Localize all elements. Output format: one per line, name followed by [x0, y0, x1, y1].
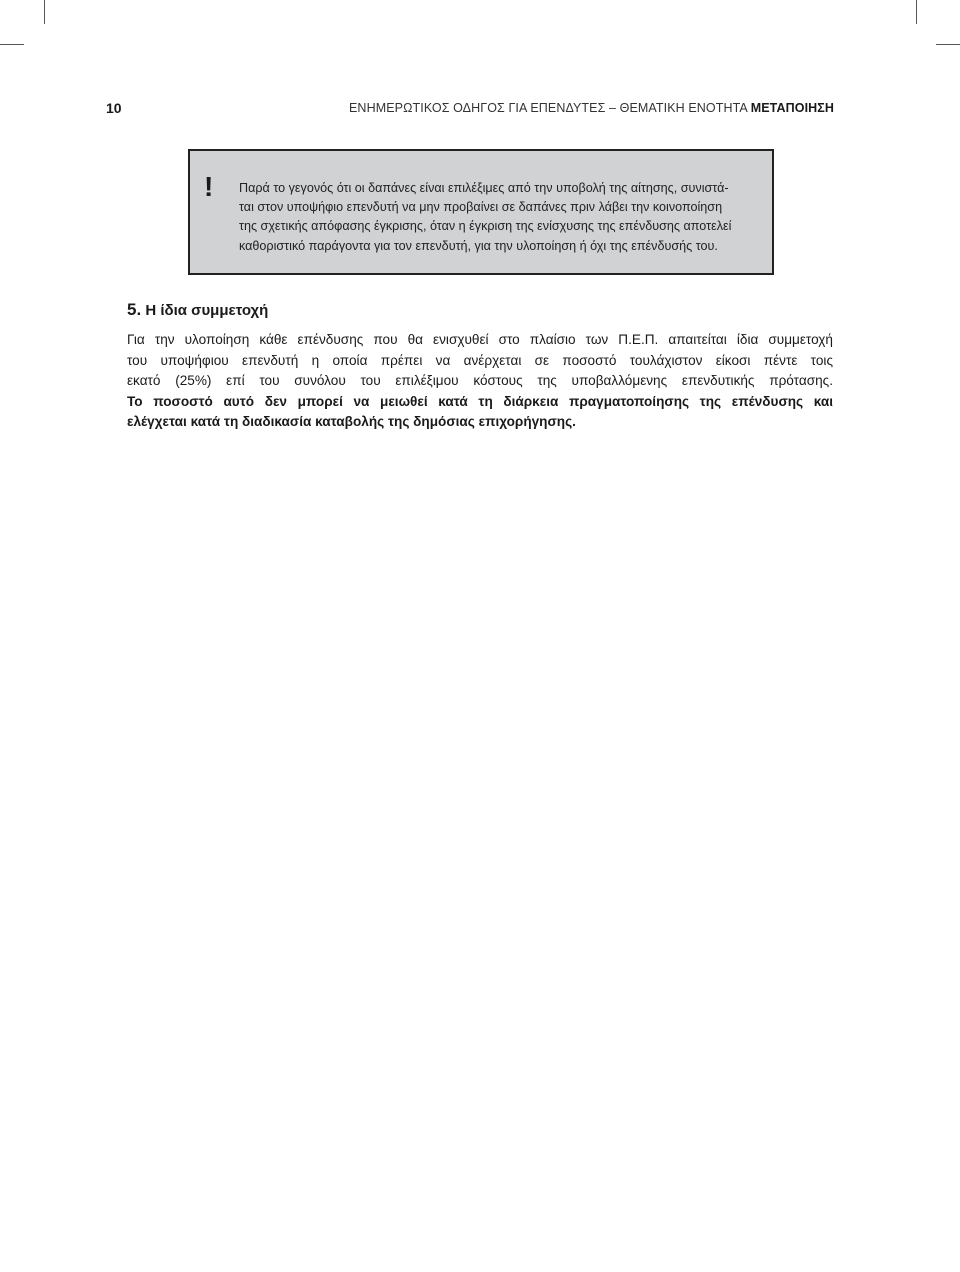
notice-box	[188, 149, 774, 275]
running-head	[349, 101, 834, 115]
crop-mark-left	[0, 44, 24, 45]
notice-line: της σχετικής απόφασης έγκρισης, όταν η έγκριση της ενίσχυσης της επένδυσης αποτελεί	[239, 219, 732, 234]
section-paragraph	[127, 330, 833, 433]
notice-line: ται στον υποψήφιο επενδυτή να μην προβαίνει σε δαπάνες πριν λάβει την κοινοποίηση	[239, 200, 723, 215]
notice-text	[239, 179, 771, 256]
paragraph-line: εκατό (25%) επί του συνόλου του επιλέξιμου κόστους της υποβαλλόμενης επενδυτικής πρότασης.	[127, 373, 833, 389]
crop-mark-top-left	[44, 0, 45, 24]
running-head-title: ΕΝΗΜΕΡΩΤΙΚΟΣ ΟΔΗΓΟΣ ΓΙΑ ΕΠΕΝΔΥΤΕΣ – ΘΕΜΑΤΙΚΗ ΕΝΟΤΗΤΑ	[349, 101, 748, 115]
notice-line: καθοριστικό παράγοντα για τον επενδυτή, για την υλοποίηση ή όχι της επένδυσής του.	[239, 238, 718, 253]
notice-line: Παρά το γεγονός ότι οι δαπάνες είναι επιλέξιμες από την υποβολή της αίτησης, συνιστά-	[239, 181, 729, 195]
crop-mark-top-right	[916, 0, 917, 24]
crop-mark-right	[936, 44, 960, 45]
paragraph-bold-line: Το ποσοστό αυτό δεν μπορεί να μειωθεί κατά τη διάρκεια πραγματοποίησης της επένδυσης και	[127, 393, 833, 409]
paragraph-line: του υποψήφιου επενδυτή η οποία πρέπει να ανέρχεται σε ποσοστό τουλάχιστον είκοσι πέντε τοις	[127, 352, 833, 368]
paragraph-bold-line: ελέγχεται κατά τη διαδικασία καταβολής της δημόσιας επιχορήγησης.	[127, 414, 576, 430]
paragraph-line: Για την υλοποίηση κάθε επένδυσης που θα ενισχυθεί στο πλαίσιο των Π.Ε.Π. απαιτείται ίδια συμμετοχή	[127, 332, 833, 347]
section-number: 5.	[127, 300, 142, 319]
exclamation-icon: !	[204, 171, 214, 202]
running-head-section: ΜΕΤΑΠΟΙΗΣΗ	[750, 101, 834, 115]
section-title: Η ίδια συμμετοχή	[145, 302, 269, 319]
section-heading	[127, 300, 268, 320]
page-number: 10	[106, 100, 122, 116]
